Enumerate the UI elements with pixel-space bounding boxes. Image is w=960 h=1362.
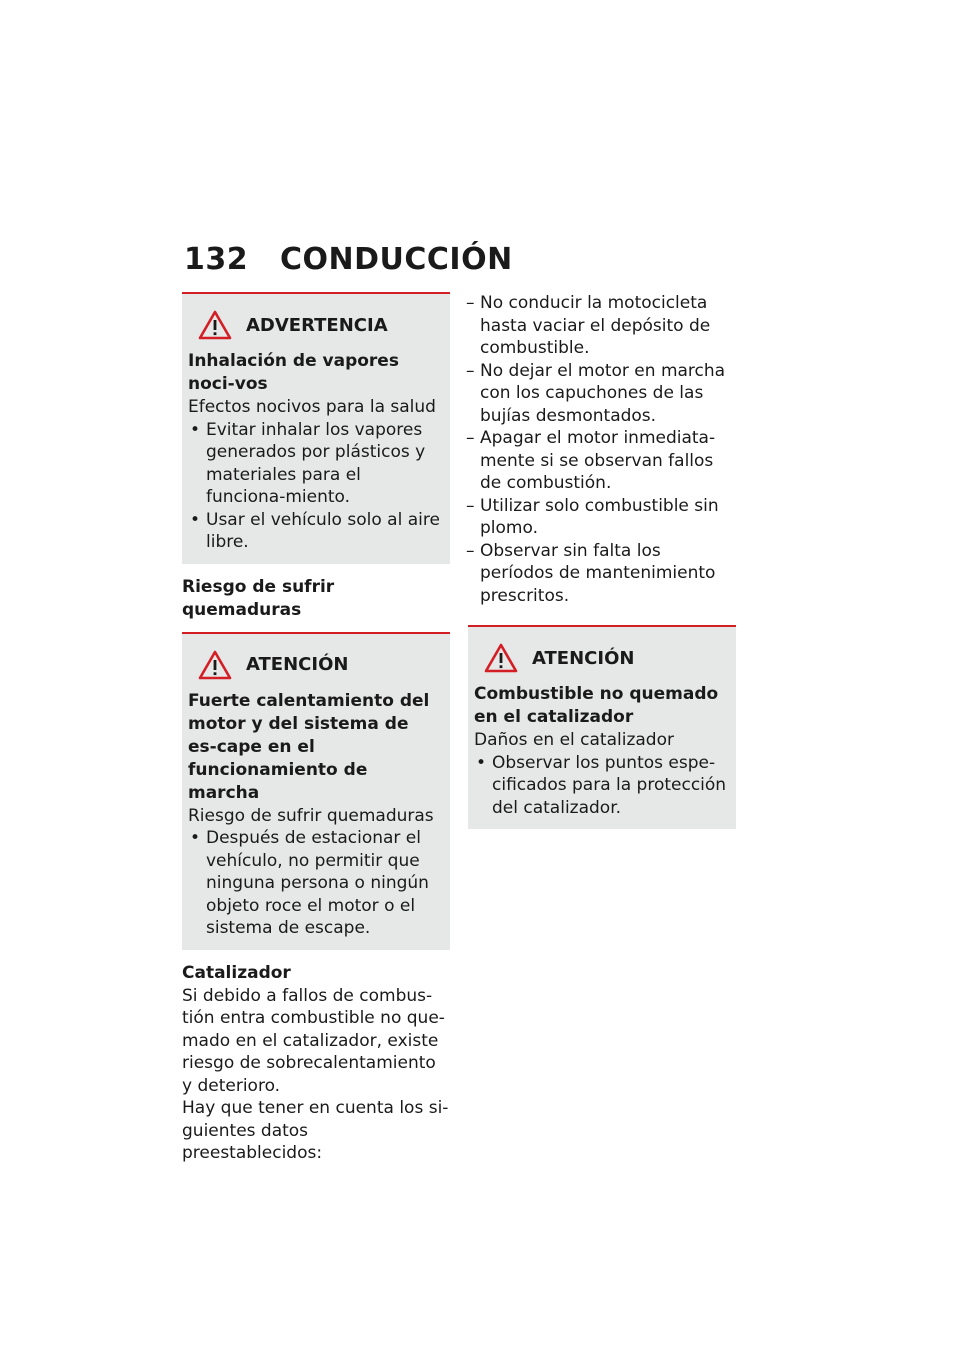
attention-bullet: • Después de estacionar el vehículo, no permitir que ninguna persona o ningún objeto roce el motor o el sistema de escape. (188, 827, 442, 940)
warning-triangle-icon (484, 643, 518, 673)
dash-list-item: – No conducir la motocicleta hasta vaciar el depósito de combustible. (468, 292, 736, 360)
section-title: CONDUCCIÓN (280, 242, 513, 277)
dash-list-item: – Observar sin falta los períodos de mantenimiento prescritos. (468, 540, 736, 608)
attention-text: Riesgo de sufrir quemaduras (188, 805, 434, 826)
right-column (468, 292, 736, 829)
attention-label: ATENCIÓN (532, 647, 635, 669)
attention-text: Daños en el catalizador (474, 730, 674, 750)
warning-triangle-icon (198, 310, 232, 340)
catalizador-paragraph: Si debido a fallos de combus-tión entra combustible no que-mado en el catalizador, existe riesgo de sobrecalentamiento y deterioro. (182, 985, 445, 1096)
attention-box-catalyst (468, 625, 736, 829)
catalizador-heading: Catalizador (182, 962, 291, 983)
dash-list-item: – Apagar el motor inmediata-mente si se observan fallos de combustión. (468, 427, 736, 495)
warning-label: ADVERTENCIA (246, 314, 388, 336)
attention-box-engine (182, 632, 450, 950)
dash-list-item: – No dejar el motor en marcha con los capuchones de las bujías desmontados. (468, 360, 736, 428)
attention-subtitle: Combustible no quemado en el catalizador (474, 684, 719, 727)
burn-risk-heading: Riesgo de sufrir quemaduras (182, 576, 335, 620)
page-header (184, 240, 513, 280)
warning-text: Efectos nocivos para la salud (188, 397, 436, 417)
warning-box-title (188, 308, 442, 342)
page-number: 132 (184, 242, 249, 277)
warning-subtitle: Inhalación de vapores noci-vos (188, 351, 399, 394)
attention-bullet: • Observar los puntos espe-cificados para la protección del catalizador. (474, 752, 728, 820)
warning-bullet: • Evitar inhalar los vapores generados por plásticos y materiales para el funciona-miento. (188, 419, 442, 509)
warning-triangle-icon (198, 650, 232, 680)
attention-box-title (474, 641, 728, 675)
warning-box (182, 292, 450, 564)
dash-list-item: – Utilizar solo combustible sin plomo. (468, 495, 736, 540)
left-column (182, 292, 450, 1165)
catalizador-paragraph: Hay que tener en cuenta los si-guientes datos preestablecidos: (182, 1098, 449, 1163)
attention-label: ATENCIÓN (246, 654, 349, 675)
warning-bullet: • Usar el vehículo solo al aire libre. (188, 509, 442, 554)
attention-box-title (188, 648, 442, 682)
attention-subtitle: Fuerte calentamiento del motor y del sistema de es-cape en el funcionamiento de marcha (188, 690, 430, 803)
